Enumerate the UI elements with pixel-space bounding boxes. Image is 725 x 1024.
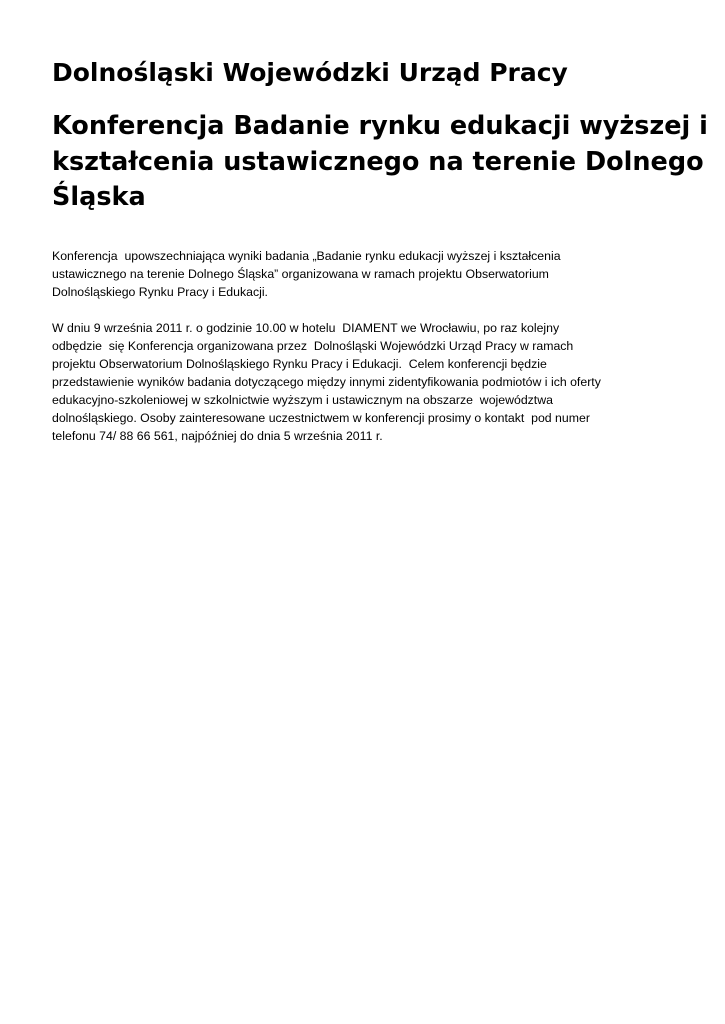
paragraph-line: edukacyjno-szkoleniowej w szkolnictwie wyższym i ustawicznym na obszarze województwa — [52, 393, 553, 407]
paragraph-line: ustawicznego na terenie Dolnego Śląska” organizowana w ramach projektu Obserwatorium — [52, 267, 549, 281]
paragraph-line: W dniu 9 września 2011 r. o godzinie 10.00 w hotelu DIAMENT we Wrocławiu, po raz kolejny — [52, 321, 560, 335]
paragraph-line: Konferencja upowszechniająca wyniki badania „Badanie rynku edukacji wyższej i kształcenia — [52, 249, 561, 263]
paragraph-line: dolnośląskiego. Osoby zainteresowane uczestnictwem w konferencji prosimy o kontakt pod numer — [52, 411, 590, 425]
paragraph-line: odbędzie się Konferencja organizowana przez Dolnośląski Wojewódzki Urząd Pracy w ramach — [52, 339, 574, 353]
paragraph-line: Dolnośląskiego Rynku Pracy i Edukacji. — [52, 285, 268, 299]
article-body — [52, 247, 692, 463]
article-title-line: kształcenia ustawicznego na terenie Dolnego — [52, 146, 704, 177]
paragraph-line: projektu Obserwatorium Dolnośląskiego Rynku Pracy i Edukacji. Celem konferencji będzie — [52, 357, 547, 371]
article-title-line: Konferencja Badanie rynku edukacji wyższej i — [52, 111, 708, 141]
article-title — [52, 109, 708, 216]
paragraph-details — [52, 319, 692, 445]
paragraph-line: przedstawienie wyników badania dotyczącego między innymi zidentyfikowania podmiotów i ich oferty — [52, 375, 601, 389]
article-title-line: Śląska — [52, 182, 146, 212]
paragraph-line: telefonu 74/ 88 66 561, najpóźniej do dnia 5 września 2011 r. — [52, 429, 383, 443]
site-title: Dolnośląski Wojewódzki Urząd Pracy — [52, 58, 568, 87]
paragraph-intro — [52, 247, 692, 301]
